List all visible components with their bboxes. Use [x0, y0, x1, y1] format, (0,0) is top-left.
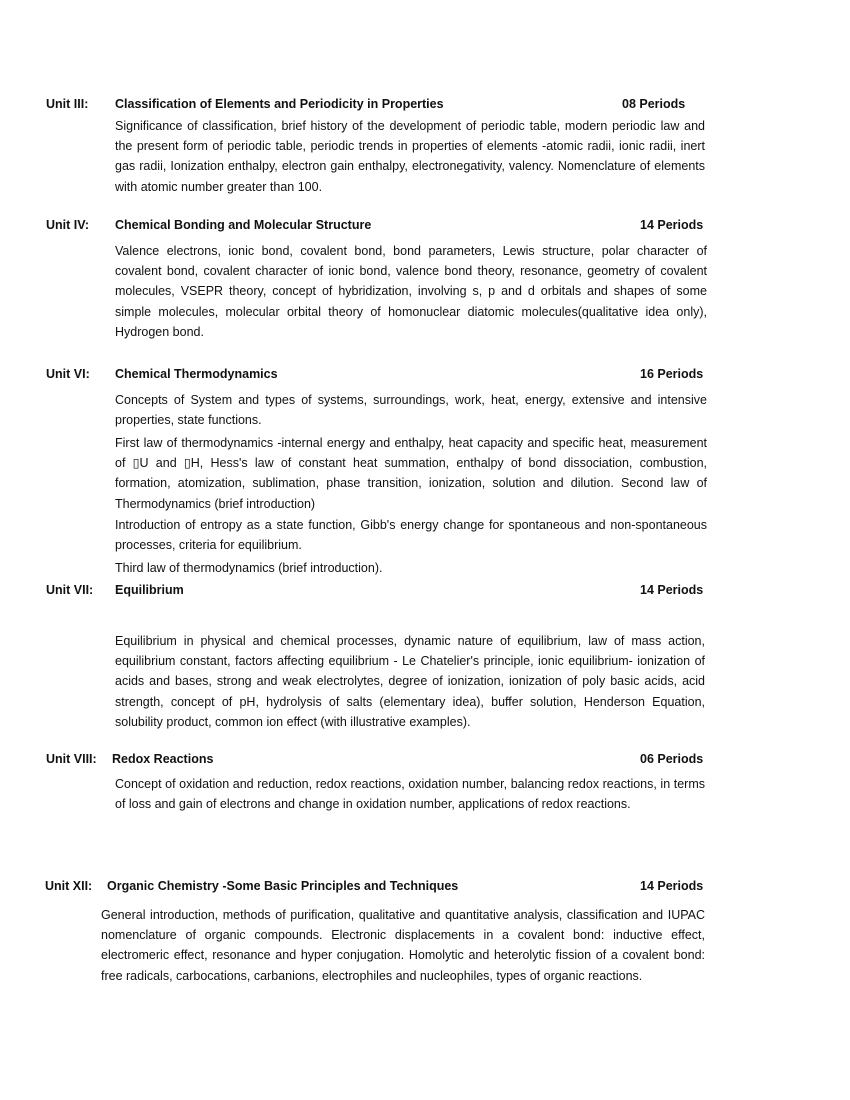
unit-periods: 08 Periods — [622, 97, 686, 111]
unit-description: First law of thermodynamics -internal energy and enthalpy, heat capacity and specific heat, measurement of ▯U and ▯H, Hess's law of constant heat summation, enthalpy of bond dissociation, combustion, formation, atomization, sublimation, phase transition, ionization, solution and dilution. Second law of Thermodynamics (brief introduction) — [115, 436, 707, 511]
unit-title: Chemical Thermodynamics — [115, 367, 278, 381]
unit-description: Concept of oxidation and reduction, redox reactions, oxidation number, balancing redox reactions, in terms of loss and gain of electrons and change in oxidation number, applications of redox reactions. — [115, 777, 705, 811]
unit-description: Concepts of System and types of systems, surroundings, work, heat, energy, extensive and intensive properties, state functions. — [115, 393, 707, 428]
unit-periods: 14 Periods — [640, 583, 704, 597]
unit-title: Redox Reactions — [112, 752, 214, 766]
unit-label: Unit VIII: — [46, 752, 97, 766]
unit-description: Significance of classification, brief history of the development of periodic table, modern periodic law and the present form of periodic table, periodic trends in properties of elements -atomic radii, ionic radii, inert gas radii, Ionization enthalpy, electron gain enthalpy, electronegativity, valency. Nomenclature of elements with atomic number greater than 100. — [115, 119, 705, 194]
unit-title: Equilibrium — [115, 583, 184, 597]
unit-title: Classification of Elements and Periodicity in Properties — [115, 97, 444, 111]
unit-description: General introduction, methods of purification, qualitative and quantitative analysis, classification and IUPAC nomenclature of organic compounds. Electronic displacements in a covalent bond: inductive effect, electromeric effect, resonance and hyper conjugation. Homolytic and heterolytic fission of a covalent bond: free radicals, carbocations, carbanions, electrophiles and nucleophiles, types of organic reactions. — [101, 908, 705, 983]
unit-title: Chemical Bonding and Molecular Structure — [115, 218, 372, 232]
unit-description: Third law of thermodynamics (brief introduction). — [115, 561, 383, 575]
unit-description: Valence electrons, ionic bond, covalent bond, bond parameters, Lewis structure, polar character of covalent bond, covalent character of ionic bond, valence bond theory, resonance, geometry of covalent molecules, VSEPR theory, concept of hybridization, involving s, p and d orbitals and shapes of some simple molecules, molecular orbital theory of homonuclear diatomic molecules(qualitative idea only), Hydrogen bond. — [115, 244, 707, 339]
unit-periods: 06 Periods — [640, 752, 704, 766]
unit-title: Organic Chemistry -Some Basic Principles and Techniques — [107, 879, 459, 893]
unit-label: Unit VI: — [46, 367, 90, 381]
unit-label: Unit XII: — [45, 879, 93, 893]
unit-description: Introduction of entropy as a state function, Gibb's energy change for spontaneous and non-spontaneous processes, criteria for equilibrium. — [115, 518, 707, 553]
unit-label: Unit VII: — [46, 583, 94, 597]
unit-periods: 14 Periods — [640, 879, 704, 893]
unit-description: Equilibrium in physical and chemical processes, dynamic nature of equilibrium, law of mass action, equilibrium constant, factors affecting equilibrium - Le Chatelier's principle, ionic equilibrium- ionization of acids and bases, strong and weak electrolytes, degree of ionization, ionization of poly basic acids, acid strength, concept of pH, hydrolysis of salts (elementary idea), buffer solution, Henderson Equation, solubility product, common ion effect (with illustrative examples). — [115, 634, 705, 729]
unit-periods: 14 Periods — [640, 218, 704, 232]
unit-label: Unit IV: — [46, 218, 90, 232]
unit-label: Unit III: — [46, 97, 89, 111]
unit-periods: 16 Periods — [640, 367, 704, 381]
